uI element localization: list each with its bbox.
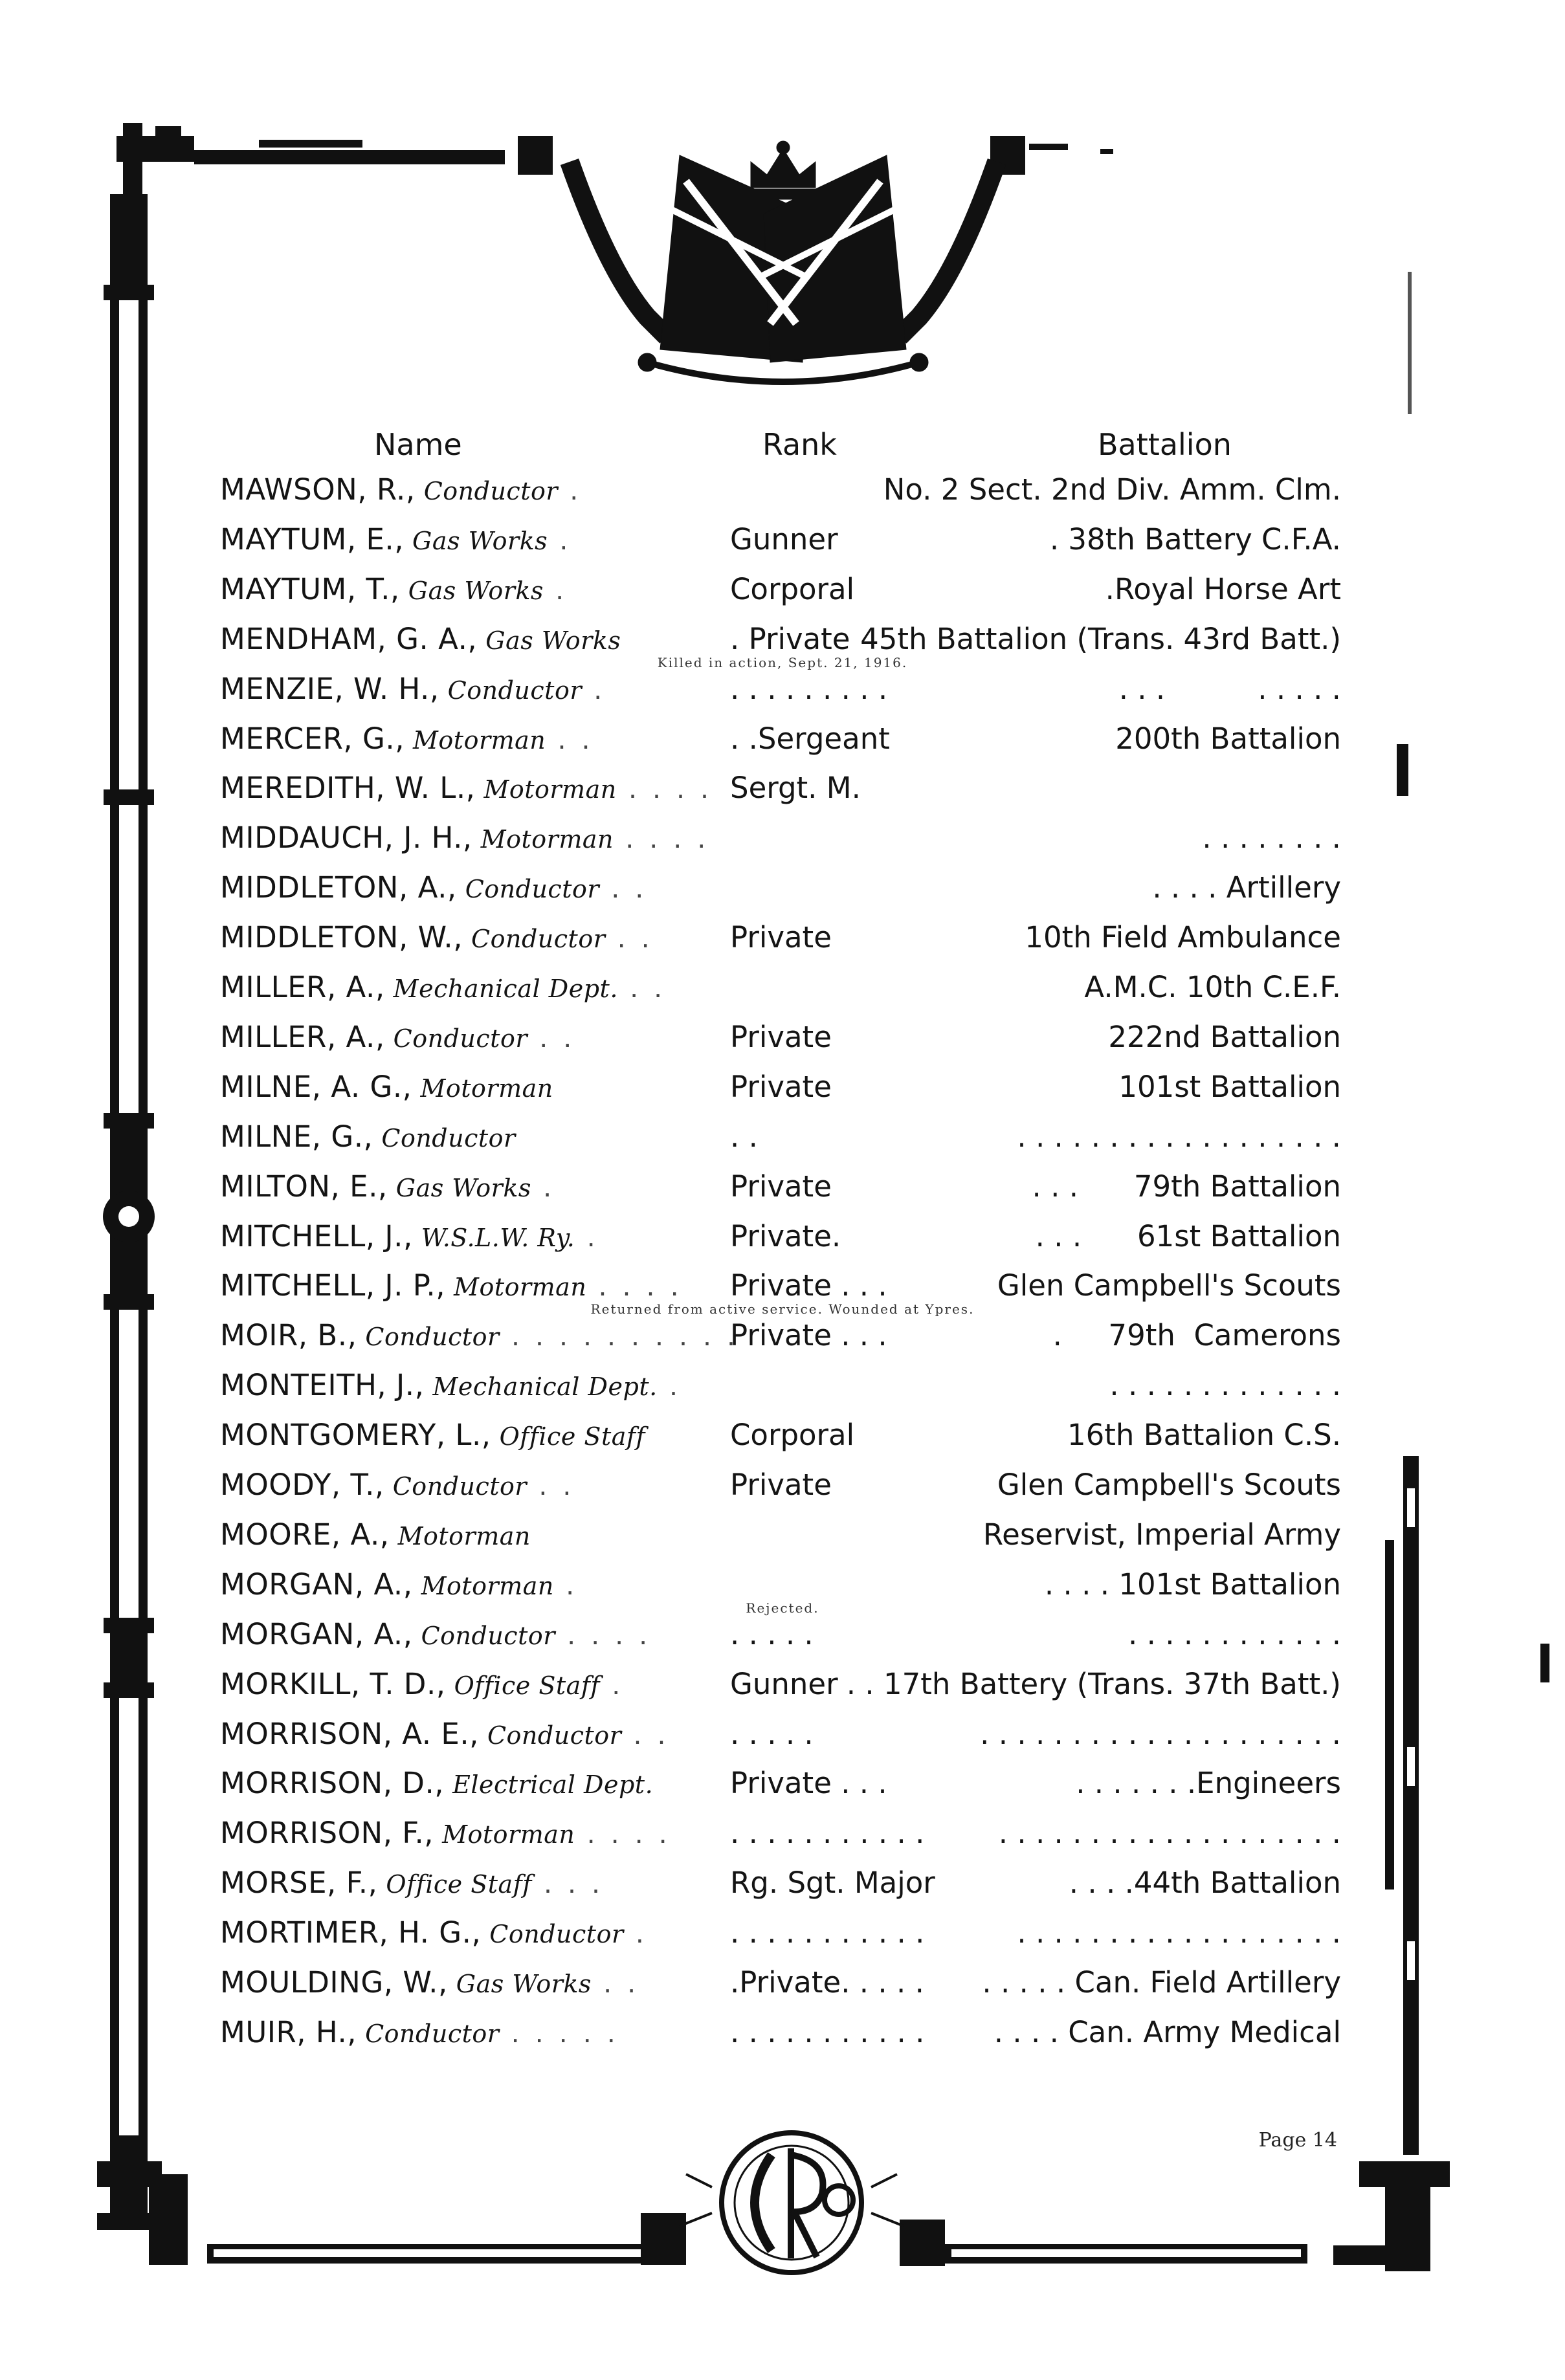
employee-name: MAWSON, R., bbox=[220, 472, 416, 507]
dot-leader: . . bbox=[621, 1717, 670, 1750]
cell-name bbox=[220, 472, 582, 507]
cell-rank: Private. bbox=[730, 1218, 841, 1253]
employee-department: Motorman bbox=[454, 1273, 587, 1302]
table-row bbox=[0, 1915, 1565, 1965]
row-note: Rejected. bbox=[746, 1600, 819, 1616]
employee-name: MERCER, G., bbox=[220, 721, 405, 756]
cell-battalion: . . . . . . . . . . . . . . . . . . . . bbox=[980, 1716, 1341, 1751]
employee-name: MILNE, G., bbox=[220, 1119, 373, 1154]
employee-department: Motorman bbox=[480, 825, 614, 854]
employee-name: MEREDITH, W. L., bbox=[220, 771, 476, 806]
employee-name: MONTGOMERY, L., bbox=[220, 1418, 491, 1453]
row-note: Killed in action, Sept. 21, 1916. bbox=[657, 654, 908, 670]
dot-leader: . . bbox=[527, 1468, 575, 1501]
cell-rank: Gunner bbox=[730, 1666, 838, 1701]
cell-battalion: . . . . . . .Engineers bbox=[1076, 1766, 1341, 1801]
cell-name bbox=[220, 1617, 651, 1651]
cell-battalion: 200th Battalion bbox=[1115, 721, 1341, 756]
dot-leader: . bbox=[548, 522, 572, 556]
cell-name bbox=[220, 1766, 653, 1800]
cell-name bbox=[220, 522, 572, 556]
cell-battalion: 101st Battalion bbox=[1118, 1069, 1341, 1104]
dot-leader: . . bbox=[546, 722, 594, 755]
cell-rank: . . . . . bbox=[730, 1716, 814, 1751]
cell-battalion: 16th Battalion C.S. bbox=[1067, 1418, 1341, 1453]
cell-rank: Corporal bbox=[730, 571, 855, 606]
dot-leader: . bbox=[531, 1169, 555, 1203]
cell-name bbox=[220, 1219, 599, 1253]
cell-name bbox=[220, 1517, 531, 1552]
employee-name: MORKILL, T. D., bbox=[220, 1666, 446, 1701]
cell-rank: . . . . . . . . . . . bbox=[730, 1915, 925, 1950]
dot-leader: . bbox=[558, 473, 583, 506]
cell-rank: Private bbox=[730, 1019, 832, 1054]
cell-battalion: . . . . . . . . . . . . . . . . . . bbox=[1017, 1119, 1341, 1154]
cell-battalion: . . . . . . . . bbox=[1118, 671, 1341, 706]
dot-leader: . . bbox=[605, 921, 654, 954]
dot-leader: . bbox=[575, 1219, 599, 1253]
dot-leader: . bbox=[599, 1667, 624, 1701]
table-row bbox=[0, 821, 1565, 870]
employee-name: MAYTUM, T., bbox=[220, 571, 400, 606]
cell-rank: . . bbox=[730, 1119, 758, 1154]
employee-department: Gas Works bbox=[485, 626, 621, 655]
cell-battalion: . 38th Battery C.F.A. bbox=[1049, 522, 1341, 556]
row-note: Returned from active service. Wounded at Ypres. bbox=[590, 1301, 975, 1317]
employee-name: MORGAN, A., bbox=[220, 1567, 413, 1602]
cell-name bbox=[220, 1816, 671, 1850]
table-row bbox=[0, 1600, 1565, 1666]
employee-department: Motorman bbox=[421, 1571, 554, 1600]
cell-battalion: . . 17th Battery (Trans. 37th Batt.) bbox=[846, 1666, 1341, 1701]
employee-name: MORRISON, D., bbox=[220, 1766, 445, 1801]
table-row bbox=[0, 870, 1565, 920]
employee-department: Motorman bbox=[442, 1820, 575, 1849]
dot-leader: . . . bbox=[531, 1866, 604, 1900]
employee-department: Conductor bbox=[447, 676, 582, 705]
table-row bbox=[0, 572, 1565, 621]
employee-name: MOIR, B., bbox=[220, 1318, 357, 1353]
table-row bbox=[0, 1667, 1565, 1716]
cell-rank: . Private bbox=[730, 621, 850, 656]
dot-leader: . bbox=[623, 1916, 648, 1950]
cell-name bbox=[220, 1169, 555, 1204]
cell-name bbox=[220, 1418, 645, 1452]
employee-name: MITCHELL, J. P., bbox=[220, 1268, 446, 1303]
employee-name: MIDDLETON, A., bbox=[220, 870, 457, 905]
employee-department: Motorman bbox=[397, 1521, 531, 1550]
dot-leader: . . . . bbox=[586, 1269, 683, 1303]
cell-rank: Sergt. M. bbox=[730, 771, 861, 806]
employee-name: MORSE, F., bbox=[220, 1866, 378, 1901]
cell-rank: Private bbox=[730, 1069, 832, 1104]
cell-rank: Private . . . bbox=[730, 1766, 887, 1801]
employee-department: Gas Works bbox=[408, 576, 544, 605]
cell-rank: . . . . . . . . . . . bbox=[730, 2014, 925, 2049]
employee-name: MUIR, H., bbox=[220, 2014, 357, 2049]
cell-battalion: . . . . Artillery bbox=[1152, 870, 1341, 905]
employee-department: Office Staff bbox=[454, 1671, 600, 1700]
employee-name: MOODY, T., bbox=[220, 1468, 384, 1502]
cell-name bbox=[220, 1468, 575, 1502]
dot-leader: . . bbox=[599, 871, 648, 905]
cell-rank: . . . . . . . . . . . bbox=[730, 1816, 925, 1851]
frame-bottom-border bbox=[97, 2161, 1450, 2271]
table-row bbox=[0, 1418, 1565, 1467]
cell-name bbox=[220, 2015, 619, 2049]
employee-department: Gas Works bbox=[456, 1970, 592, 1998]
header-rank: Rank bbox=[762, 427, 837, 462]
cell-name bbox=[220, 1567, 578, 1602]
cell-battalion: . . . . 101st Battalion bbox=[1044, 1567, 1341, 1602]
employee-department: Gas Works bbox=[412, 526, 548, 555]
employee-name: MITCHELL, J., bbox=[220, 1218, 413, 1253]
table-row bbox=[0, 1517, 1565, 1567]
employee-department: Mechanical Dept. bbox=[393, 975, 618, 1003]
cell-name bbox=[220, 920, 653, 954]
cell-battalion: . . . . . . . . . . . . . bbox=[1109, 1368, 1341, 1403]
employee-name: MILLER, A., bbox=[220, 1019, 385, 1054]
table-row bbox=[0, 1219, 1565, 1268]
cell-battalion: . . . . . Can. Field Artillery bbox=[982, 1965, 1341, 2000]
dot-leader: . bbox=[657, 1369, 682, 1402]
employee-department: Mechanical Dept. bbox=[432, 1372, 658, 1402]
table-row bbox=[0, 1965, 1565, 2014]
table-row bbox=[0, 522, 1565, 571]
employee-name: MOULDING, W., bbox=[220, 1965, 448, 2000]
table-row bbox=[0, 1169, 1565, 1218]
cell-name bbox=[220, 1915, 648, 1950]
employee-department: Conductor bbox=[421, 1621, 555, 1650]
employee-name: MIDDLETON, W., bbox=[220, 920, 463, 955]
employee-name: MILLER, A., bbox=[220, 970, 385, 1004]
cell-battalion: . . . 61st Battalion bbox=[1035, 1218, 1341, 1253]
cell-rank: Private bbox=[730, 1468, 832, 1502]
employee-name: MILTON, E., bbox=[220, 1169, 388, 1204]
employee-department: Motorman bbox=[483, 775, 617, 804]
cell-name bbox=[220, 970, 666, 1004]
table-row bbox=[0, 1717, 1565, 1766]
table-row bbox=[0, 2015, 1565, 2064]
table-row bbox=[0, 654, 1565, 721]
cell-battalion: 45th Battalion (Trans. 43rd Batt.) bbox=[860, 621, 1341, 656]
cell-battalion: No. 2 Sect. 2nd Div. Amm. Clm. bbox=[883, 472, 1341, 507]
dot-leader: . . bbox=[617, 971, 666, 1004]
cell-battalion: Glen Campbell's Scouts bbox=[997, 1468, 1341, 1502]
cell-name bbox=[220, 622, 621, 656]
cell-name bbox=[220, 672, 606, 706]
employee-name: MIDDAUCH, J. H., bbox=[220, 821, 472, 855]
cell-rank: Private . . . bbox=[730, 1268, 887, 1303]
employee-department: Motorman bbox=[413, 725, 546, 755]
cell-battalion: . . . . . . . . bbox=[1202, 821, 1341, 855]
cell-rank: . .Sergeant bbox=[730, 721, 890, 756]
cell-name bbox=[220, 1268, 682, 1303]
dot-leader: . bbox=[553, 1567, 578, 1601]
cell-battalion: . . . . . . . . . . . . . . . . . . bbox=[1017, 1915, 1341, 1950]
cell-rank: Private . . . bbox=[730, 1318, 887, 1353]
employee-department: Conductor bbox=[471, 925, 606, 954]
employee-name: MORGAN, A., bbox=[220, 1616, 413, 1651]
table-row bbox=[0, 1468, 1565, 1517]
employee-department: Conductor bbox=[392, 1472, 527, 1501]
table-row bbox=[0, 920, 1565, 969]
frame-top-left-ornament bbox=[117, 123, 553, 194]
cell-name bbox=[220, 1020, 575, 1054]
cell-battalion: . . . . Can. Army Medical bbox=[993, 2014, 1341, 2049]
employee-name: MENDHAM, G. A., bbox=[220, 621, 478, 656]
cell-name bbox=[220, 1318, 739, 1352]
dot-leader: . bbox=[582, 672, 606, 705]
cell-name bbox=[220, 1717, 669, 1751]
cell-rank: . . . . . . . . . bbox=[730, 671, 888, 706]
table-row bbox=[0, 771, 1565, 820]
employee-department: Conductor bbox=[365, 2019, 500, 2048]
cell-battalion: .Royal Horse Art bbox=[1105, 571, 1341, 606]
frame-top-right-ornament bbox=[990, 136, 1113, 175]
table-row bbox=[0, 1368, 1565, 1417]
cpr-monogram-emblem bbox=[680, 2133, 904, 2273]
cell-battalion: Reservist, Imperial Army bbox=[982, 1517, 1341, 1552]
cell-battalion: A.M.C. 10th C.E.F. bbox=[1084, 970, 1341, 1004]
header-battalion: Battalion bbox=[1098, 427, 1232, 462]
employee-department: Gas Works bbox=[395, 1173, 531, 1202]
employee-name: MORRISON, F., bbox=[220, 1816, 434, 1851]
cell-name bbox=[220, 1070, 553, 1104]
cell-battalion: 222nd Battalion bbox=[1108, 1019, 1341, 1054]
cell-name bbox=[220, 821, 709, 855]
employee-name: MONTEITH, J., bbox=[220, 1368, 425, 1403]
cell-name bbox=[220, 1368, 682, 1402]
employee-department: Conductor bbox=[487, 1721, 622, 1750]
employee-name: MILNE, A. G., bbox=[220, 1069, 412, 1104]
cell-battalion: . . . . . . . . . . . . bbox=[1128, 1616, 1341, 1651]
employee-department: Conductor bbox=[489, 1920, 624, 1949]
employee-department: W.S.L.W. Ry. bbox=[421, 1223, 575, 1252]
header-name: Name bbox=[374, 427, 462, 462]
employee-department: Conductor bbox=[465, 875, 600, 904]
table-row bbox=[0, 1301, 1565, 1367]
employee-name: MOORE, A., bbox=[220, 1517, 390, 1552]
cell-battalion: . . . .44th Battalion bbox=[1069, 1866, 1341, 1901]
flags-crown-crest bbox=[570, 141, 997, 382]
table-row bbox=[0, 1070, 1565, 1119]
cell-battalion: . 79th Camerons bbox=[1052, 1318, 1341, 1353]
employee-name: MENZIE, W. H., bbox=[220, 671, 439, 706]
table-row bbox=[0, 722, 1565, 771]
cell-rank: Private bbox=[730, 920, 832, 955]
dot-leader: . . . . bbox=[555, 1617, 651, 1651]
employee-department: Conductor bbox=[365, 1323, 500, 1352]
table-row bbox=[0, 970, 1565, 1019]
cell-rank: Private bbox=[730, 1169, 832, 1204]
cell-battalion: Glen Campbell's Scouts bbox=[997, 1268, 1341, 1303]
cell-rank: Gunner bbox=[730, 522, 838, 556]
employee-department: Motorman bbox=[420, 1074, 553, 1103]
employee-department: Conductor bbox=[393, 1024, 527, 1053]
employee-name: MAYTUM, E., bbox=[220, 522, 405, 556]
cell-battalion: . . . . . . . . . . . . . . . . . . . bbox=[998, 1816, 1341, 1851]
cell-name bbox=[220, 771, 713, 805]
cell-rank: .Private. . . . . bbox=[730, 1965, 924, 2000]
table-row bbox=[0, 1816, 1565, 1865]
cell-battalion: . . . 79th Battalion bbox=[1032, 1169, 1341, 1204]
dot-leader: . . . . bbox=[614, 821, 710, 855]
cell-name bbox=[220, 1667, 624, 1701]
cell-rank: Rg. Sgt. Major bbox=[730, 1866, 935, 1901]
dot-leader: . . bbox=[591, 1966, 639, 1999]
dot-leader: . bbox=[543, 572, 568, 606]
employee-department: Conductor bbox=[381, 1123, 516, 1152]
table-row bbox=[0, 1866, 1565, 1915]
employee-department: Electrical Dept. bbox=[452, 1770, 654, 1800]
dot-leader: . . bbox=[527, 1020, 576, 1053]
dot-leader: . . . . bbox=[616, 771, 713, 805]
cell-battalion: 10th Field Ambulance bbox=[1025, 920, 1341, 955]
table-row bbox=[0, 472, 1565, 522]
employee-name: MORRISON, A. E., bbox=[220, 1716, 479, 1751]
dot-leader: . . . . . . . . . . bbox=[499, 1319, 739, 1352]
cell-name bbox=[220, 870, 647, 905]
employee-department: Office Staff bbox=[499, 1422, 645, 1451]
table-row bbox=[0, 1766, 1565, 1815]
cell-name bbox=[220, 1119, 516, 1154]
employee-name: MORTIMER, H. G., bbox=[220, 1915, 482, 1950]
column-headers bbox=[0, 427, 1565, 472]
cell-rank: . . . . . bbox=[730, 1616, 814, 1651]
dot-leader: . . . . bbox=[575, 1816, 671, 1850]
table-row bbox=[0, 1119, 1565, 1169]
page-number: Page 14 bbox=[1258, 2129, 1337, 2152]
cell-name bbox=[220, 1866, 604, 1900]
cell-rank: Corporal bbox=[730, 1418, 855, 1453]
dot-leader: . . . . . bbox=[499, 2015, 619, 2049]
cell-name bbox=[220, 722, 594, 756]
table-row bbox=[0, 1020, 1565, 1069]
employee-department: Office Staff bbox=[386, 1870, 532, 1899]
cell-name bbox=[220, 572, 568, 606]
employee-department: Conductor bbox=[423, 477, 559, 505]
cell-name bbox=[220, 1965, 639, 2000]
